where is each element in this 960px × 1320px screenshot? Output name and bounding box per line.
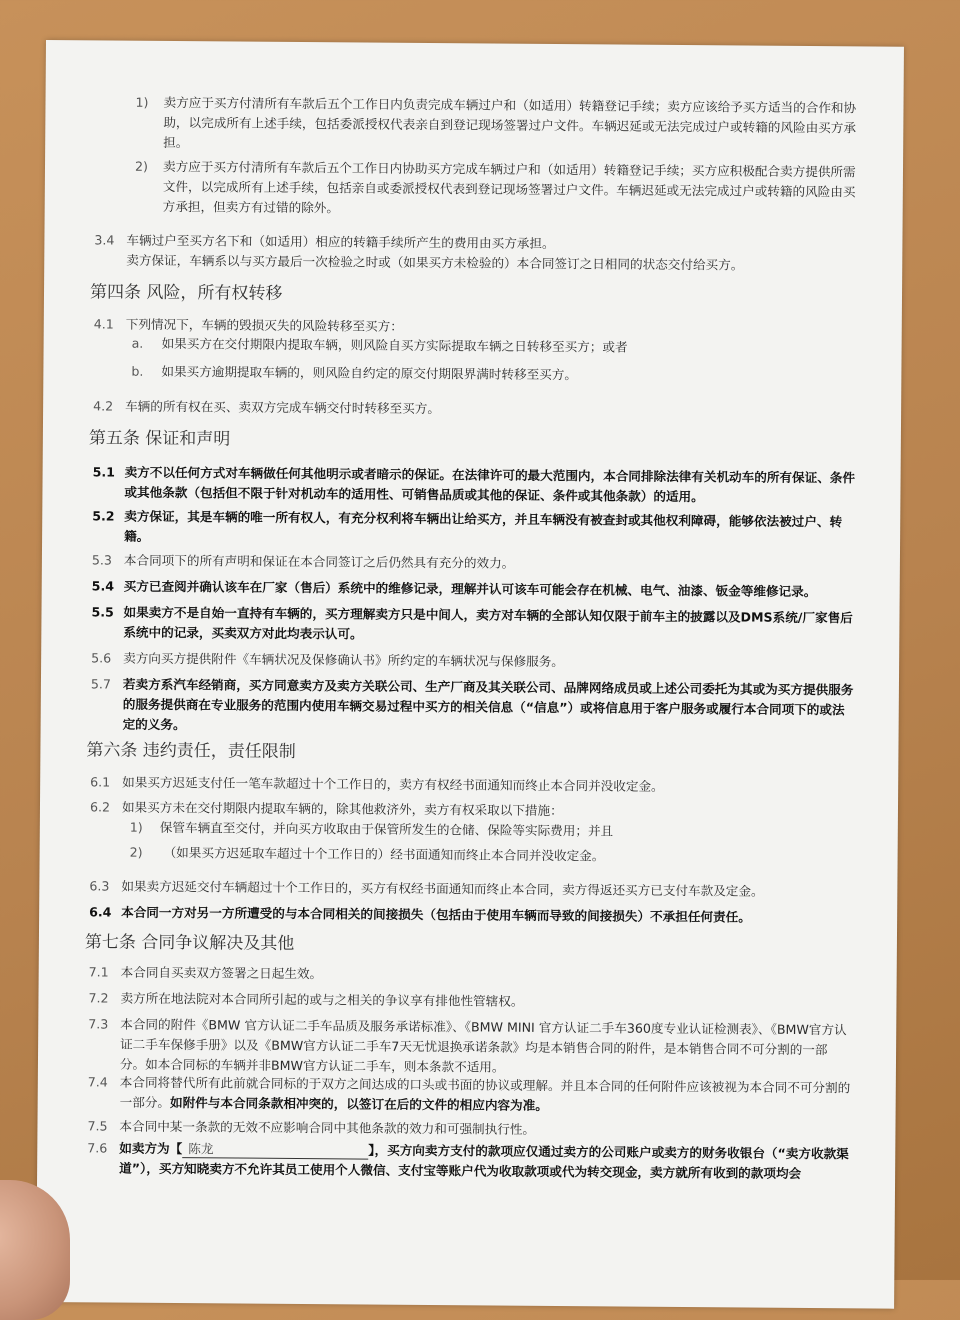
clause-number: 5.7: [90, 676, 112, 692]
clause-text: 如果买方逾期提取车辆的，则风险自约定的原交付期限界满时转移至买方。: [161, 363, 578, 383]
clause-6-2-item-2: [40, 842, 898, 864]
clause-number: 6.1: [90, 774, 111, 790]
seller-suffix: 】，买方向卖方支付的款项应仅通过卖方的公司账户或卖方的财务收银台（“卖方收款渠道”），买方知晓卖方不允许其员工使用个人微信、支付宝等账户代为收取款项或代为转交现金，卖方就所有收到的款项均会: [119, 1142, 849, 1181]
clause-text: 如果卖方不是自始一直持有车辆的，买方理解卖方只是中间人，卖方对车辆的全部认知仅限于前车主的披露以及DMS系统/厂家售后系统中的记录，买卖双方对此均表示认可。: [123, 604, 853, 642]
clause-number: 6.2: [89, 799, 111, 815]
section-6-heading: 第六条 违约责任，责任限制: [86, 740, 296, 762]
clause-5-1: [43, 462, 901, 505]
clause-number: 3.4: [94, 232, 115, 248]
clause-text: 车辆过户至买方名下和（如适用）相应的转籍手续所产生的费用由买方承担。: [126, 232, 555, 252]
clause-4-2: [43, 396, 901, 417]
clause-text: 下列情况下，车辆的毁损灭失的风险转移至买方：: [125, 316, 403, 334]
clause-text: 卖方向买方提供附件《车辆状况及保修确认书》所约定的车辆状况与保修服务。: [123, 650, 564, 670]
clause-number: 7.2: [88, 990, 109, 1006]
clause-number: 7.5: [87, 1118, 108, 1134]
clause-text: 若卖方系汽车经销商，买方同意卖方及卖方关联公司、生产厂商及其关联公司、品牌网络成员或上述公司委托为其或为买方提供服务的服务提供商在专业服务的范围内使用车辆交易过程中买方的相关信息（“信息”）或将信息用于客户服务或履行本合同项下的或法定的义务。: [122, 676, 854, 733]
clause-number: 5.3: [91, 552, 113, 568]
contract-page: [36, 40, 904, 1309]
clause-number: 6.4: [89, 904, 112, 920]
clause-7-1: [39, 962, 897, 982]
clause-number: 6.3: [89, 878, 110, 894]
clause-3-4: [45, 230, 903, 252]
clause-number: 4.2: [93, 398, 114, 414]
clause-text-plain: 本合同将替代所有此前就合同标的于双方之间达成的口头或书面的协议或理解。并且本合同的任何附件应该被视为本合同不可分割的一部分。: [119, 1074, 851, 1111]
clause-text: 买方已查阅并确认该车在厂家（售后）系统中的维修记录，理解并认可该车可能会存在机械、电气、油漆、钣金等维修记录。: [123, 578, 817, 600]
clause-6-1: [40, 772, 898, 794]
clause-text: [119, 1139, 851, 1185]
clause-text: （如果买方迟延取车超过十个工作日的）经书面通知而终止本合同并没收定金。: [163, 844, 605, 864]
clause-text: 如果买方在交付期限内提取车辆，则风险自买方实际提取车辆之日转移至买方；或者: [161, 335, 628, 355]
clause-number: 5.4: [91, 578, 115, 594]
clause-5-4: [42, 576, 900, 600]
clause-4-1-b: [43, 361, 901, 383]
clause-text: 卖方保证，车辆系以与买方最后一次检验之时或（如果买方未检验的）本合同签订之日相同的状态交付给买方。: [126, 252, 744, 273]
clause-number: 5.1: [92, 464, 115, 480]
clause-text: 如果买方未在交付期限内提取车辆的，除其他救济外，卖方有权采取以下措施：: [121, 799, 563, 819]
clause-6-3: [39, 876, 897, 899]
clause-text: 卖方应于买方付清所有车款后五个工作日内协助买方完成车辆过户和（如适用）转籍登记手续；买方应积极配合卖方提供所需文件，以完成所有上述手续，包括亲自或委派授权代表到登记现场签署过户文件。车辆迟延或无法完成过户或转籍的风险由买方承担，但卖方有过错的除外。: [162, 158, 856, 216]
clause-number: 7.4: [87, 1074, 108, 1090]
clause-text: 卖方保证，其是车辆的唯一所有权人，有充分权利将车辆出让给买方，并且车辆没有被查封或其他权利障碍，能够依法被过户、转籍。: [124, 508, 843, 544]
clause-text: 卖方应于买方付清所有车款后五个工作日内负责完成车辆过户和（如适用）转籍登记手续；卖方应该给予买方适当的合作和协助，以完成所有上述手续，包括委派授权代表亲自到登记现场签署过户文件。车辆迟延或无法完成过户或转籍的风险由买方承担。: [163, 94, 857, 151]
item-letter: a.: [131, 335, 144, 351]
clause-3-item-1: [46, 92, 904, 151]
clause-7-3: [38, 1014, 896, 1075]
clause-5-6: [41, 648, 899, 670]
item-number: 2): [129, 844, 143, 860]
item-letter: b.: [131, 363, 144, 379]
clause-text: [120, 1073, 852, 1119]
clause-text: 本合同中某一条款的无效不应影响合同中其他条款的效力和可强制执行性。: [119, 1118, 536, 1137]
clause-text: 保管车辆直至交付，并向买方收取由于保管所发生的仓储、保险等实际费用；并且: [159, 819, 614, 839]
clause-5-5: [42, 602, 900, 642]
section-4-heading: 第四条 风险，所有权转移: [89, 282, 283, 304]
clause-number: 5.2: [92, 508, 115, 524]
clause-number: 5.5: [91, 604, 114, 620]
clause-4-1: [44, 314, 902, 334]
clause-text: 本合同项下的所有声明和保证在本合同签订之后仍然具有充分的效力。: [123, 552, 515, 571]
clause-text: 本合同一方对另一方所遭受的与本合同相关的间接损失（包括由于使用车辆而导致的间接损失）不承担任何责任。: [121, 904, 751, 925]
item-number: 1): [135, 94, 149, 110]
clause-text: 本合同自买卖双方签署之日起生效。: [120, 964, 323, 982]
clause-7-2: [39, 988, 897, 1009]
section-5-heading: 第五条 保证和声明: [88, 428, 231, 450]
clause-number: 7.1: [88, 964, 109, 980]
clause-text: 如果买方迟延支付任一笔车款超过十个工作日的，卖方有权经书面通知而终止本合同并没收定金。: [122, 774, 664, 794]
clause-text: 卖方不以任何方式对车辆做任何其他明示或者暗示的保证。在法律许可的最大范围内，本合同排除法律有关机动车的所有保证、条件或其他条款（包括但不限于针对机动车的适用性、可销售品质或其他的保证、条件或其他条款）的适用。: [124, 464, 856, 505]
clause-text: 车辆的所有权在买、卖双方完成车辆交付时转移至买方。: [125, 398, 441, 417]
clause-text-bold: 如附件与本合同条款相冲突的，以签订在后的文件的相应内容为准。: [169, 1095, 548, 1113]
clause-6-4: [39, 902, 897, 925]
clause-text: 如果卖方迟延交付车辆超过十个工作日的，买方有权经书面通知而终止本合同，卖方得返还买方已支付车款及定金。: [121, 878, 764, 899]
section-7-heading: 第七条 合同争议解决及其他: [84, 932, 295, 954]
clause-number: 7.6: [87, 1140, 108, 1156]
clause-5-7: [41, 674, 899, 733]
clause-text: 卖方所在地法院对本合同所引起的或与之相关的争议享有排他性管辖权。: [120, 990, 524, 1009]
item-number: 1): [129, 819, 143, 835]
seller-prefix: 如卖方为【: [119, 1140, 183, 1157]
clause-6-2: [40, 797, 898, 819]
seller-name-field[interactable]: 陈龙: [182, 1141, 368, 1159]
clause-number: 4.1: [93, 316, 114, 332]
clause-number: 5.6: [91, 650, 112, 666]
clause-text: 本合同的附件《BMW 官方认证二手车品质及服务承诺标准》、《BMW MINI 官方认证二手车360度专业认证检测表》、《BMW官方认证二手车保修手册》以及《BMW官方认证二手车7天无忧退换承诺条款》均是本销售合同的附件，是本销售合同不可分割的一部分。如本合同标的车辆并非BMW官方认证二手车，则本条款不适用。: [119, 1016, 847, 1075]
clause-number: 7.3: [88, 1016, 109, 1032]
item-number: 2): [134, 158, 149, 174]
